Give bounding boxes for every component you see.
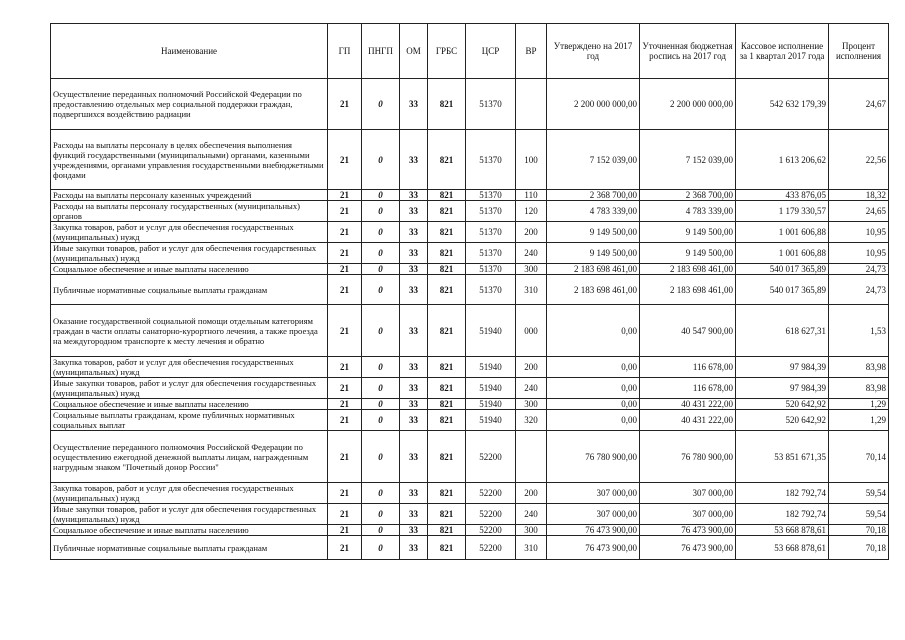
- row-percent: 24,73: [829, 264, 889, 275]
- row-vr: [516, 79, 547, 130]
- row-approved: 0,00: [547, 399, 640, 410]
- row-refined: 40 431 222,00: [640, 399, 736, 410]
- row-name: Расходы на выплаты персоналу казенных учреждений: [51, 190, 328, 201]
- row-vr: 240: [516, 504, 547, 525]
- row-gp: 21: [328, 264, 362, 275]
- row-approved: 9 149 500,00: [547, 222, 640, 243]
- row-approved: 7 152 039,00: [547, 130, 640, 190]
- row-csr: 51370: [466, 275, 516, 305]
- row-om: 33: [400, 79, 428, 130]
- row-refined: 9 149 500,00: [640, 243, 736, 264]
- row-approved: 9 149 500,00: [547, 243, 640, 264]
- col-header-name: Наименование: [51, 24, 328, 79]
- row-om: 33: [400, 201, 428, 222]
- row-cash: 540 017 365,89: [736, 264, 829, 275]
- row-cash: 540 017 365,89: [736, 275, 829, 305]
- row-gp: 21: [328, 222, 362, 243]
- row-gp: 21: [328, 410, 362, 431]
- row-approved: 0,00: [547, 357, 640, 378]
- row-grbs: 821: [428, 130, 466, 190]
- table-row: [51, 483, 889, 504]
- row-gp: 21: [328, 305, 362, 357]
- row-grbs: 821: [428, 410, 466, 431]
- row-percent: 1,29: [829, 410, 889, 431]
- row-cash: 97 984,39: [736, 357, 829, 378]
- col-header-approved: Утверждено на 2017 год: [547, 24, 640, 79]
- row-name: Закупка товаров, работ и услуг для обеспечения государственных (муниципальных) нужд: [51, 222, 328, 243]
- row-pngp: 0: [362, 431, 400, 483]
- row-grbs: 821: [428, 357, 466, 378]
- row-approved: 2 200 000 000,00: [547, 79, 640, 130]
- table-row: [51, 357, 889, 378]
- row-percent: 22,56: [829, 130, 889, 190]
- row-approved: 76 780 900,00: [547, 431, 640, 483]
- row-refined: 7 152 039,00: [640, 130, 736, 190]
- row-refined: 307 000,00: [640, 504, 736, 525]
- row-percent: 1,29: [829, 399, 889, 410]
- row-cash: 1 613 206,62: [736, 130, 829, 190]
- row-om: 33: [400, 399, 428, 410]
- row-refined: 116 678,00: [640, 357, 736, 378]
- budget-report: [50, 23, 888, 560]
- table-row: [51, 222, 889, 243]
- row-gp: 21: [328, 79, 362, 130]
- row-om: 33: [400, 190, 428, 201]
- row-om: 33: [400, 264, 428, 275]
- row-pngp: 0: [362, 410, 400, 431]
- row-csr: 51370: [466, 222, 516, 243]
- row-pngp: 0: [362, 201, 400, 222]
- row-refined: 2 183 698 461,00: [640, 275, 736, 305]
- row-name: Социальные выплаты гражданам, кроме публичных нормативных социальных выплат: [51, 410, 328, 431]
- row-name: Закупка товаров, работ и услуг для обеспечения государственных (муниципальных) нужд: [51, 483, 328, 504]
- row-grbs: 821: [428, 378, 466, 399]
- row-pngp: 0: [362, 378, 400, 399]
- row-csr: 51370: [466, 201, 516, 222]
- row-pngp: 0: [362, 275, 400, 305]
- table-row: [51, 525, 889, 536]
- row-om: 33: [400, 222, 428, 243]
- row-pngp: 0: [362, 305, 400, 357]
- col-header-csr: ЦСР: [466, 24, 516, 79]
- row-percent: 18,32: [829, 190, 889, 201]
- row-percent: 83,98: [829, 357, 889, 378]
- row-csr: 52200: [466, 431, 516, 483]
- row-gp: 21: [328, 275, 362, 305]
- row-csr: 51370: [466, 130, 516, 190]
- row-vr: 300: [516, 399, 547, 410]
- row-grbs: 821: [428, 525, 466, 536]
- row-vr: 200: [516, 222, 547, 243]
- row-gp: 21: [328, 130, 362, 190]
- row-refined: 116 678,00: [640, 378, 736, 399]
- row-name: Расходы на выплаты персоналу в целях обеспечения выполнения функций государственными (муниципальными) органами, казенными учреждениями, органами управления государственными внебюджетными фондами: [51, 130, 328, 190]
- row-csr: 51940: [466, 357, 516, 378]
- row-cash: 618 627,31: [736, 305, 829, 357]
- row-percent: 59,54: [829, 504, 889, 525]
- row-approved: 307 000,00: [547, 483, 640, 504]
- row-gp: 21: [328, 190, 362, 201]
- row-percent: 24,65: [829, 201, 889, 222]
- row-grbs: 821: [428, 399, 466, 410]
- row-name: Расходы на выплаты персоналу государственных (муниципальных) органов: [51, 201, 328, 222]
- row-om: 33: [400, 504, 428, 525]
- row-percent: 24,73: [829, 275, 889, 305]
- row-grbs: 821: [428, 222, 466, 243]
- row-cash: 1 001 606,88: [736, 222, 829, 243]
- table-row: [51, 410, 889, 431]
- row-gp: 21: [328, 504, 362, 525]
- row-csr: 51370: [466, 190, 516, 201]
- row-percent: 70,18: [829, 536, 889, 560]
- row-grbs: 821: [428, 536, 466, 560]
- row-vr: 200: [516, 357, 547, 378]
- row-refined: 9 149 500,00: [640, 222, 736, 243]
- row-cash: 182 792,74: [736, 483, 829, 504]
- row-refined: 40 431 222,00: [640, 410, 736, 431]
- row-gp: 21: [328, 378, 362, 399]
- row-cash: 1 179 330,57: [736, 201, 829, 222]
- col-header-refined: Уточненная бюджетная роспись на 2017 год: [640, 24, 736, 79]
- row-om: 33: [400, 431, 428, 483]
- row-csr: 52200: [466, 504, 516, 525]
- row-om: 33: [400, 525, 428, 536]
- row-name: Социальное обеспечение и иные выплаты населению: [51, 399, 328, 410]
- row-percent: 10,95: [829, 243, 889, 264]
- row-cash: 53 851 671,35: [736, 431, 829, 483]
- row-om: 33: [400, 305, 428, 357]
- row-om: 33: [400, 243, 428, 264]
- row-csr: 52200: [466, 536, 516, 560]
- row-grbs: 821: [428, 483, 466, 504]
- row-gp: 21: [328, 201, 362, 222]
- row-approved: 0,00: [547, 410, 640, 431]
- row-name: Осуществление переданного полномочия Российской Федерации по осуществлению ежегодной денежной выплаты лицам, награжденным нагрудным знаком "Почетный донор России": [51, 431, 328, 483]
- row-percent: 24,67: [829, 79, 889, 130]
- row-name: Закупка товаров, работ и услуг для обеспечения государственных (муниципальных) нужд: [51, 357, 328, 378]
- row-percent: 83,98: [829, 378, 889, 399]
- row-grbs: 821: [428, 264, 466, 275]
- row-vr: [516, 431, 547, 483]
- row-csr: 51940: [466, 305, 516, 357]
- row-vr: 300: [516, 525, 547, 536]
- row-vr: 320: [516, 410, 547, 431]
- row-om: 33: [400, 410, 428, 431]
- col-header-cash: Кассовое исполнение за 1 квартал 2017 года: [736, 24, 829, 79]
- row-vr: 300: [516, 264, 547, 275]
- row-refined: 307 000,00: [640, 483, 736, 504]
- col-header-grbs: ГРБС: [428, 24, 466, 79]
- row-pngp: 0: [362, 357, 400, 378]
- row-refined: 76 780 900,00: [640, 431, 736, 483]
- row-pngp: 0: [362, 222, 400, 243]
- table-row: [51, 79, 889, 130]
- row-csr: 52200: [466, 483, 516, 504]
- row-vr: 310: [516, 536, 547, 560]
- row-refined: 2 368 700,00: [640, 190, 736, 201]
- row-pngp: 0: [362, 399, 400, 410]
- col-header-gp: ГП: [328, 24, 362, 79]
- row-grbs: 821: [428, 79, 466, 130]
- row-refined: 76 473 900,00: [640, 525, 736, 536]
- row-refined: 76 473 900,00: [640, 536, 736, 560]
- row-om: 33: [400, 130, 428, 190]
- table-row: [51, 201, 889, 222]
- table-row: [51, 536, 889, 560]
- table-row: [51, 190, 889, 201]
- table-row: [51, 305, 889, 357]
- row-cash: 97 984,39: [736, 378, 829, 399]
- row-vr: 240: [516, 378, 547, 399]
- row-percent: 10,95: [829, 222, 889, 243]
- row-name: Иные закупки товаров, работ и услуг для обеспечения государственных (муниципальных) нужд: [51, 378, 328, 399]
- row-gp: 21: [328, 525, 362, 536]
- row-vr: 100: [516, 130, 547, 190]
- row-csr: 51370: [466, 79, 516, 130]
- row-grbs: 821: [428, 201, 466, 222]
- row-refined: 2 183 698 461,00: [640, 264, 736, 275]
- table-row: [51, 275, 889, 305]
- row-csr: 51370: [466, 243, 516, 264]
- row-grbs: 821: [428, 504, 466, 525]
- row-approved: 2 183 698 461,00: [547, 275, 640, 305]
- row-vr: 110: [516, 190, 547, 201]
- row-cash: 520 642,92: [736, 410, 829, 431]
- row-approved: 2 183 698 461,00: [547, 264, 640, 275]
- row-refined: 4 783 339,00: [640, 201, 736, 222]
- row-cash: 53 668 878,61: [736, 525, 829, 536]
- row-grbs: 821: [428, 431, 466, 483]
- row-pngp: 0: [362, 264, 400, 275]
- row-csr: 51940: [466, 399, 516, 410]
- table-row: [51, 130, 889, 190]
- table-row: [51, 431, 889, 483]
- row-pngp: 0: [362, 79, 400, 130]
- col-header-vr: ВР: [516, 24, 547, 79]
- row-percent: 70,14: [829, 431, 889, 483]
- row-om: 33: [400, 275, 428, 305]
- table-row: [51, 378, 889, 399]
- row-gp: 21: [328, 399, 362, 410]
- row-cash: 433 876,05: [736, 190, 829, 201]
- row-approved: 0,00: [547, 305, 640, 357]
- row-name: Публичные нормативные социальные выплаты гражданам: [51, 275, 328, 305]
- row-name: Осуществление переданных полномочий Российской Федерации по предоставлению отдельных мер социальной поддержки граждан, подвергшихся воздействию радиации: [51, 79, 328, 130]
- row-grbs: 821: [428, 243, 466, 264]
- row-pngp: 0: [362, 190, 400, 201]
- row-csr: 51940: [466, 378, 516, 399]
- row-gp: 21: [328, 483, 362, 504]
- row-approved: 307 000,00: [547, 504, 640, 525]
- row-cash: 520 642,92: [736, 399, 829, 410]
- row-pngp: 0: [362, 504, 400, 525]
- row-vr: 240: [516, 243, 547, 264]
- row-cash: 53 668 878,61: [736, 536, 829, 560]
- row-name: Иные закупки товаров, работ и услуг для обеспечения государственных (муниципальных) нужд: [51, 243, 328, 264]
- row-approved: 76 473 900,00: [547, 536, 640, 560]
- header-row: [51, 24, 889, 79]
- col-header-om: ОМ: [400, 24, 428, 79]
- row-gp: 21: [328, 431, 362, 483]
- row-refined: 40 547 900,00: [640, 305, 736, 357]
- table-row: [51, 264, 889, 275]
- row-approved: 4 783 339,00: [547, 201, 640, 222]
- row-vr: 120: [516, 201, 547, 222]
- row-om: 33: [400, 536, 428, 560]
- row-name: Иные закупки товаров, работ и услуг для обеспечения государственных (муниципальных) нужд: [51, 504, 328, 525]
- row-pngp: 0: [362, 525, 400, 536]
- row-csr: 52200: [466, 525, 516, 536]
- row-om: 33: [400, 378, 428, 399]
- table-row: [51, 399, 889, 410]
- row-csr: 51370: [466, 264, 516, 275]
- row-grbs: 821: [428, 275, 466, 305]
- row-pngp: 0: [362, 130, 400, 190]
- row-om: 33: [400, 357, 428, 378]
- row-name: Социальное обеспечение и иные выплаты населению: [51, 264, 328, 275]
- row-grbs: 821: [428, 305, 466, 357]
- row-grbs: 821: [428, 190, 466, 201]
- row-name: Социальное обеспечение и иные выплаты населению: [51, 525, 328, 536]
- row-cash: 1 001 606,88: [736, 243, 829, 264]
- row-vr: 310: [516, 275, 547, 305]
- budget-table: [50, 23, 889, 560]
- row-percent: 70,18: [829, 525, 889, 536]
- row-gp: 21: [328, 357, 362, 378]
- row-refined: 2 200 000 000,00: [640, 79, 736, 130]
- row-gp: 21: [328, 243, 362, 264]
- row-percent: 1,53: [829, 305, 889, 357]
- row-pngp: 0: [362, 243, 400, 264]
- row-vr: 000: [516, 305, 547, 357]
- row-vr: 200: [516, 483, 547, 504]
- row-pngp: 0: [362, 536, 400, 560]
- row-cash: 182 792,74: [736, 504, 829, 525]
- row-name: Оказание государственной социальной помощи отдельным категориям граждан в части оплаты санаторно-курортного лечения, а также проезда на междугородном транспорте к месту лечения и обратно: [51, 305, 328, 357]
- col-header-pngp: ПНГП: [362, 24, 400, 79]
- table-row: [51, 243, 889, 264]
- row-approved: 2 368 700,00: [547, 190, 640, 201]
- row-cash: 542 632 179,39: [736, 79, 829, 130]
- row-approved: 76 473 900,00: [547, 525, 640, 536]
- row-gp: 21: [328, 536, 362, 560]
- row-approved: 0,00: [547, 378, 640, 399]
- table-row: [51, 504, 889, 525]
- row-om: 33: [400, 483, 428, 504]
- row-pngp: 0: [362, 483, 400, 504]
- row-name: Публичные нормативные социальные выплаты гражданам: [51, 536, 328, 560]
- row-csr: 51940: [466, 410, 516, 431]
- row-percent: 59,54: [829, 483, 889, 504]
- col-header-percent: Процент исполнения: [829, 24, 889, 79]
